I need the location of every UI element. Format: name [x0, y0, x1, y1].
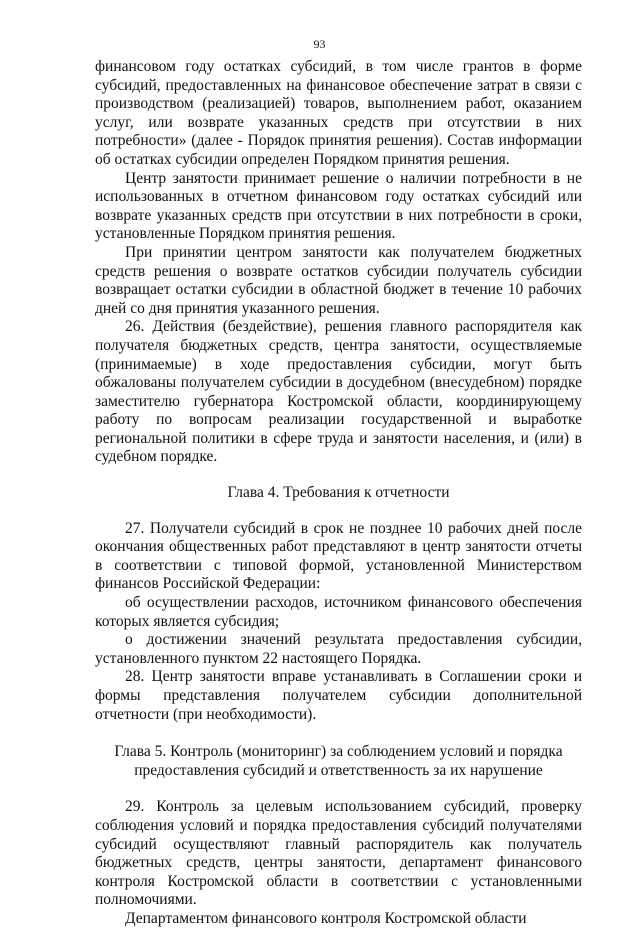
chapter-4-heading: Глава 4. Требования к отчетности — [227, 484, 450, 502]
paragraph-27-reports: 27. Получатели субсидий в срок не позднее 10 рабочих дней после окончания общественных работ представляют в центр занятости отчеты в соответствии с типовой формой, установленной Министерством финансов Российской Федерации: — [95, 519, 582, 593]
paragraph-27-expenses: об осуществлении расходов, источником финансового обеспечения которых является субсидия; — [95, 594, 582, 630]
page-number: 93 — [313, 37, 326, 51]
paragraph-return-remainder: При принятии центром занятости как получателем бюджетных средств решения о возврате остатков субсидии получатель субсидии возвращает остатки субсидии в областной бюджет в течение 10 рабочих дней со дня принятия указанного решения. — [95, 243, 582, 317]
paragraph-29-control: 29. Контроль за целевым использованием субсидий, проверку соблюдения условий и порядка предоставления субсидий получателями субсидий осуществляют главный распорядитель как получатель бюджетных средств, центры занятости, департамент финансового контроля Костромской области в соответствии с установленными полномочиями. — [95, 798, 582, 909]
document-body — [95, 58, 582, 929]
chapter-5-heading: Глава 5. Контроль (мониторинг) за соблюдением условий и порядка предоставления субсидий и ответственность за их нарушение — [114, 743, 563, 779]
paragraph-26-appeal: 26. Действия (бездействие), решения главного распорядителя как получателя бюджетных средств, центра занятости, осуществляемые (принимаемые) в ходе предоставления субсидии, могут быть обжалованы получателем субсидии в досудебном (внесудебном) порядке заместителю губернатора Костромской области, координирующему работу по вопросам реализации государственной и выработке региональной политики в сфере труда и занятости населения, и (или) в судебном порядке. — [95, 318, 582, 466]
paragraph-27-results: о достижении значений результата предоставления субсидии, установленного пунктом 22 настоящего Порядка. — [95, 631, 582, 667]
paragraph-decision-need: Центр занятости принимает решение о наличии потребности в не использованных в отчетном финансовом году остатках субсидий или возврате указанных средств при отсутствии в них потребности в сроки, установленные Порядком принятия решения. — [95, 169, 582, 243]
paragraph-continuation: финансовом году остатках субсидий, в том числе грантов в форме субсидий, предоставленных на финансовое обеспечение затрат в связи с производством (реализацией) товаров, выполнением работ, оказанием услуг, или возврате указанных средств при отсутствии в них потребности» (далее - Порядок принятия решения). Состав информации об остатках субсидии определен Порядком принятия решения. — [95, 58, 582, 168]
paragraph-department-control: Департаментом финансового контроля Костромской области — [125, 909, 527, 927]
paragraph-28-additional: 28. Центр занятости вправе устанавливать в Соглашении сроки и формы представления получателем субсидии дополнительной отчетности (при необходимости). — [95, 668, 582, 723]
